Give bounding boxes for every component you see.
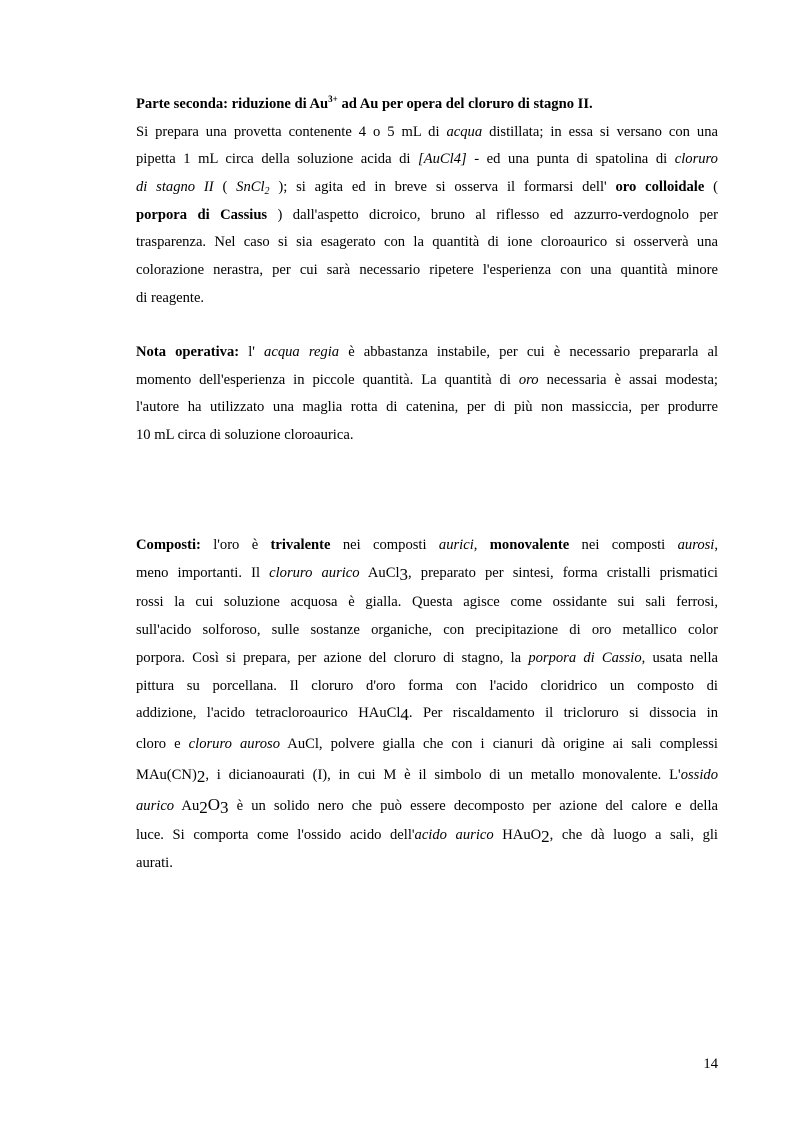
paragraph-line: cloro e cloruro auroso AuCl, polvere gialla che con i cianuri dà origine ai sali complessi: [136, 736, 718, 753]
section-operative-note: [136, 339, 718, 450]
note-label: Nota operativa:: [136, 344, 240, 360]
section-heading: [136, 91, 718, 119]
paragraph-line: momento dell'esperienza in piccole quantità. La quantità di oro necessaria è assai modesta;: [136, 371, 718, 388]
paragraph-line: porpora. Così si prepara, per azione del cloruro di stagno, la porpora di Cassio, usata nella: [136, 650, 718, 667]
heading-superscript: 3+: [328, 94, 338, 104]
paragraph-line: luce. Si comporta come l'ossido acido dell'acido aurico HAuO$_2$, che dà luogo a sali, gli: [136, 827, 718, 847]
paragraph-line: sull'acido solforoso, sulle sostanze organiche, con precipitazione di oro metallico color: [136, 622, 718, 639]
paragraph-line: 10 mL circa di soluzione cloroaurica.: [136, 427, 354, 444]
page-number: 14: [703, 1056, 718, 1072]
paragraph-line: $MAu(CN)_2$, i dicianoaurati (I), in cui M è il simbolo di un metallo monovalente. L'ossido: [136, 767, 718, 787]
paragraph-line: di reagente.: [136, 289, 205, 306]
paragraph-line: rossi la cui soluzione acquosa è gialla. Questa agisce come ossidante sui sali ferrosi,: [136, 594, 718, 611]
paragraph-line: Si prepara una provetta contenente 4 o 5 mL di acqua distillata; in essa si versano con una: [136, 123, 718, 140]
heading-text: Parte seconda: riduzione di Au: [136, 96, 329, 112]
paragraph-line: l'autore ha utilizzato una maglia rotta di catenina, per di più non massiccia, per produrre: [136, 399, 718, 416]
compounds-label: Composti:: [136, 537, 201, 553]
section-compounds: [136, 532, 718, 878]
section-part-two: [136, 91, 718, 313]
paragraph-line: Nota operativa: l' acqua regia è abbastanza instabile, per cui è necessario prepararla al: [136, 344, 719, 360]
heading-text-end: ad Au per opera del cloruro di stagno II.: [337, 96, 593, 112]
paragraph-line: pipetta 1 mL circa della soluzione acida di [AuCl4] - ed una punta di spatolina di cloruro: [136, 151, 718, 168]
paragraph-line: aurico $Au_2O_3$ è un solido nero che può essere decomposto per azione del calore e della: [136, 795, 718, 818]
paragraph-line: pittura su porcellana. Il cloruro d'oro forma con l'acido cloridrico un composto di: [136, 677, 718, 694]
paragraph-line: aurati.: [136, 855, 173, 872]
paragraph-line: colorazione nerastra, per cui sarà necessario ripetere l'esperienza con una quantità minore: [136, 262, 718, 279]
paragraph-line: meno importanti. Il cloruro aurico AuCl$_3$, preparato per sintesi, forma cristalli prismatici: [136, 564, 718, 584]
paragraph-line: trasparenza. Nel caso si sia esagerato con la quantità di ione cloroaurico si osserverà una: [136, 234, 718, 251]
paragraph-line: porpora di Cassius ) dall'aspetto dicroico, bruno al riflesso ed azzurro-verdognolo per: [136, 206, 718, 223]
paragraph-line: addizione, l'acido tetracloroaurico HAuCl$_4$. Per riscaldamento il tricloruro si dissocia in: [136, 705, 718, 725]
paragraph-line: di stagno II ( SnCl$_2$ ); si agita ed in breve si osserva il formarsi dell' oro colloidale (: [136, 179, 718, 198]
paragraph-line: Composti: l'oro è trivalente nei composti aurici, monovalente nei composti aurosi,: [136, 537, 719, 553]
